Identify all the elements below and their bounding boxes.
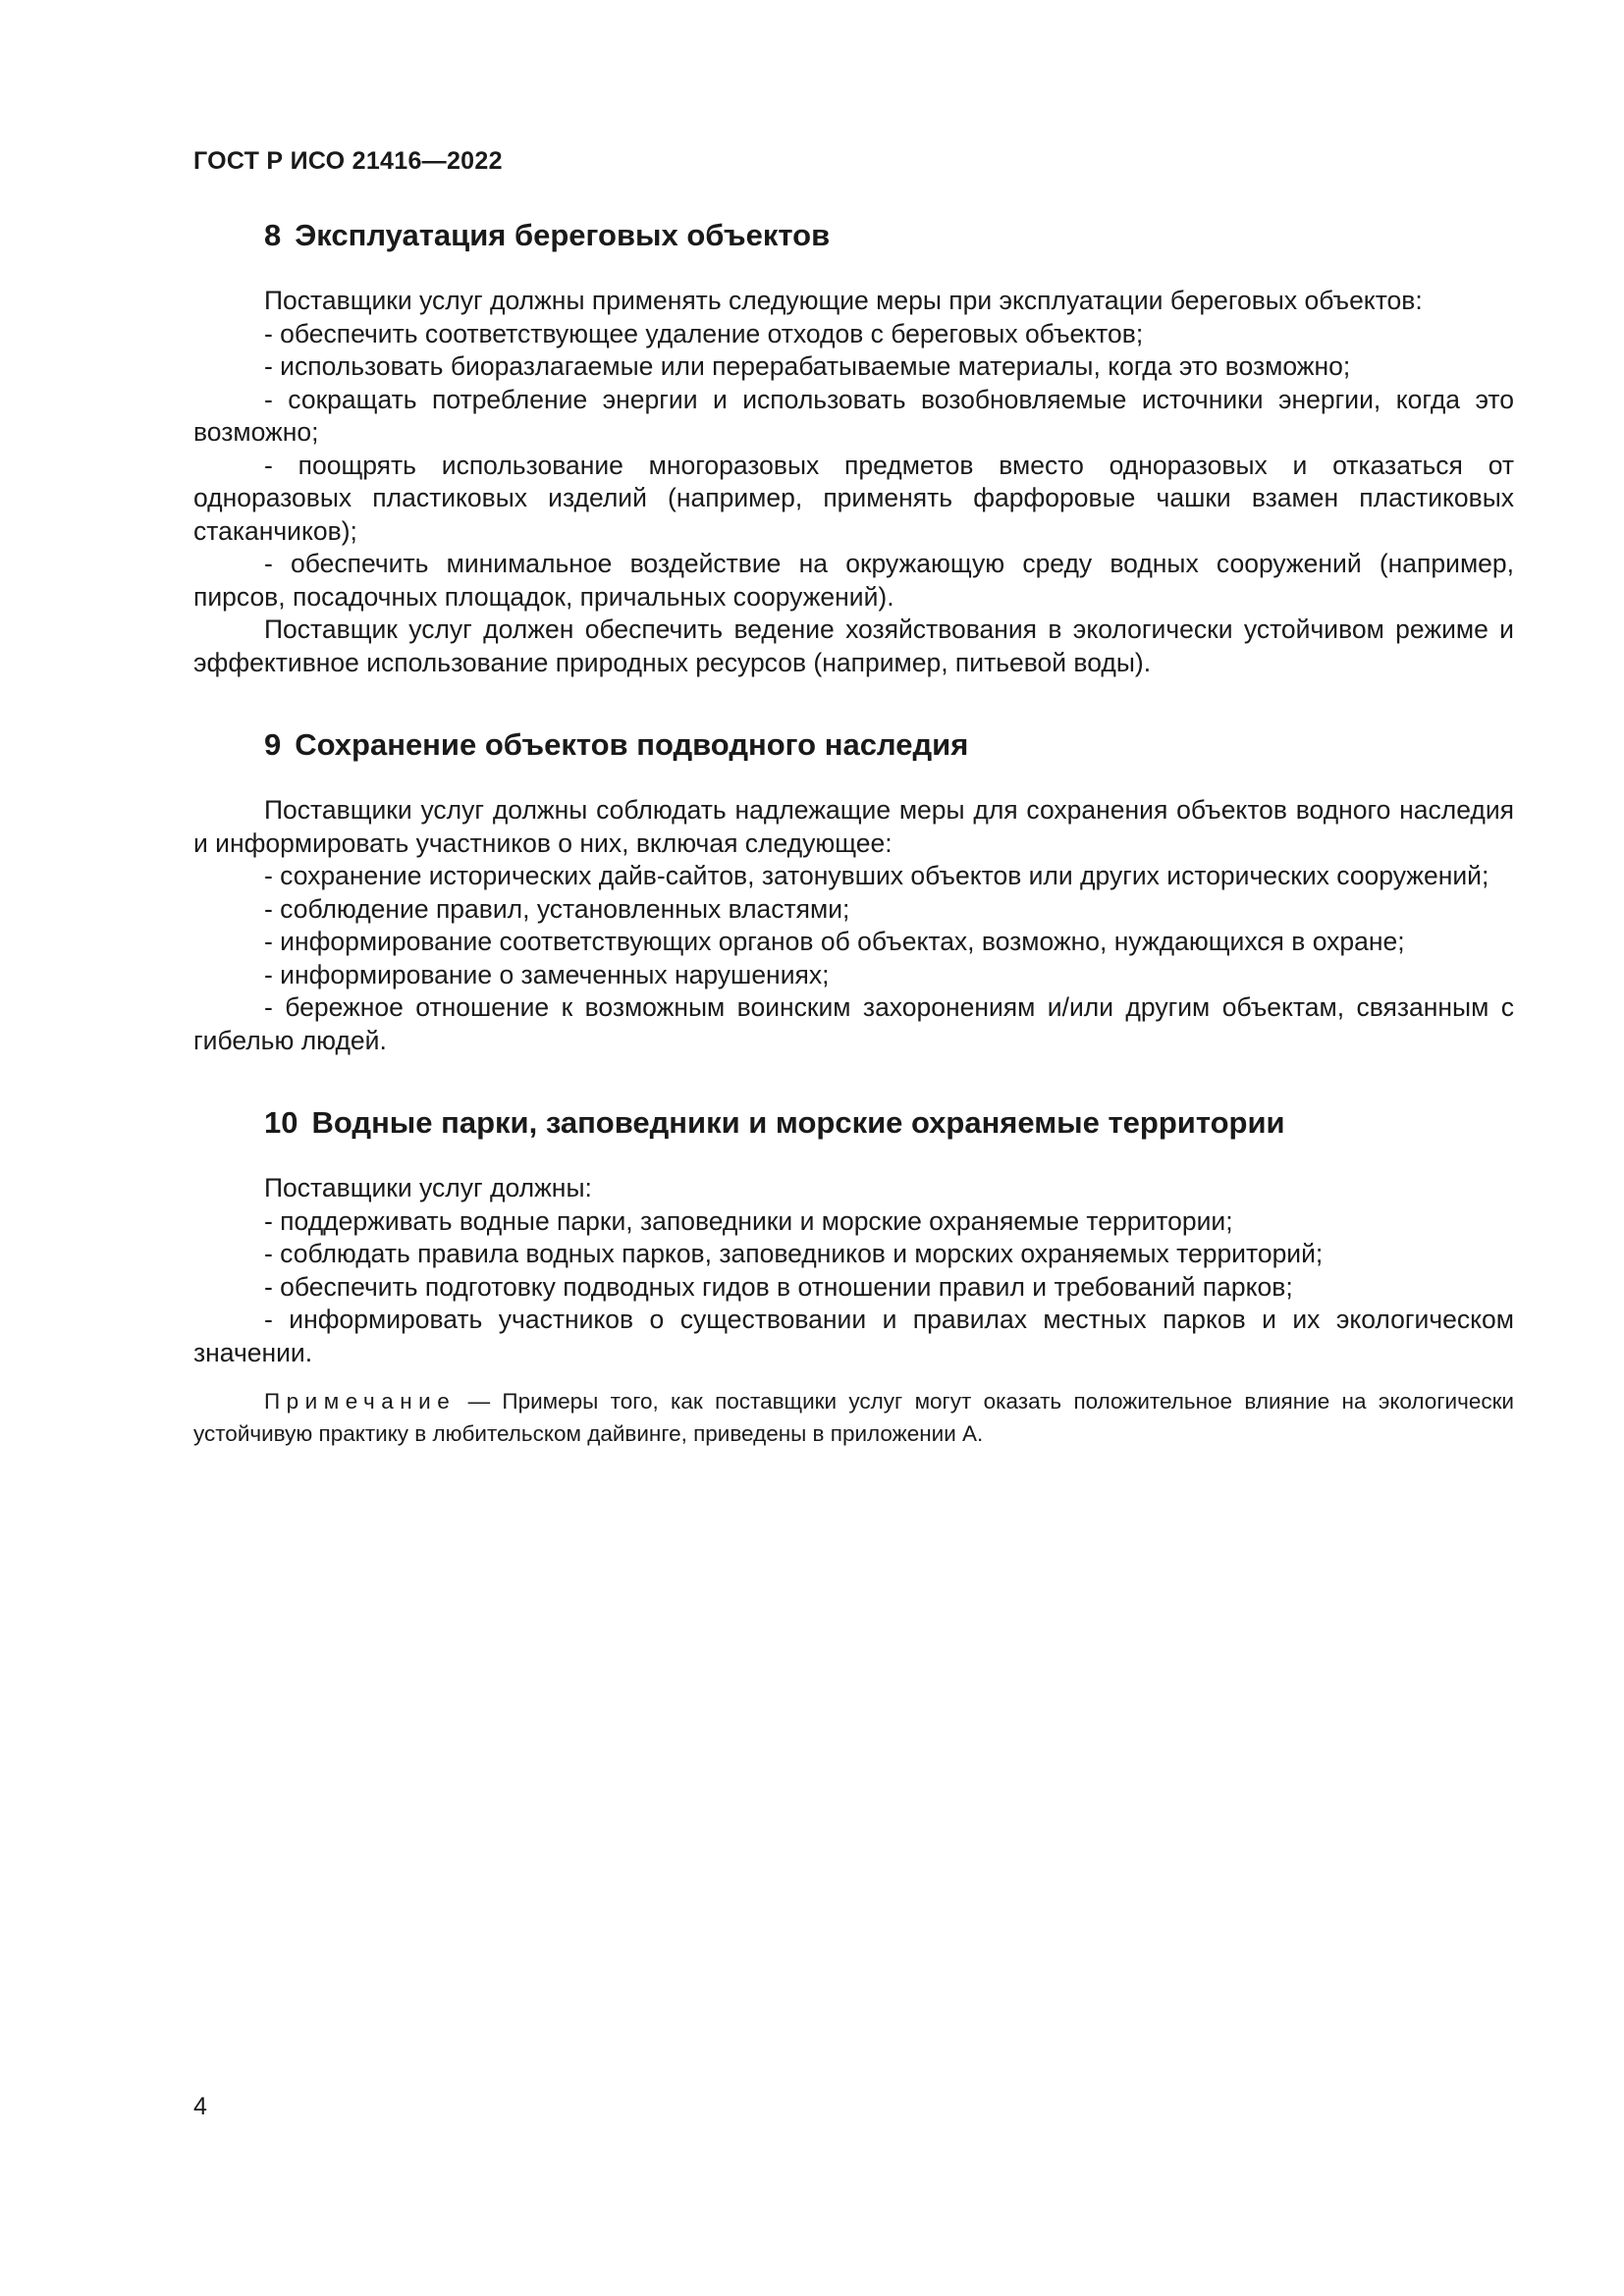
section-number: 8 — [264, 218, 282, 252]
section-heading — [193, 216, 1514, 255]
paragraph: Поставщики услуг должны применять следующие меры при эксплуатации береговых объектов: — [264, 286, 1423, 315]
paragraph: Поставщики услуг должны соблюдать надлежащие меры для сохранения объектов водного наследия и информировать участников о них, включая следующее: — [193, 795, 1514, 858]
list-item: - использовать биоразлагаемые или перерабатываемые материалы, когда это возможно; — [264, 351, 1351, 381]
section-body — [193, 794, 1514, 1057]
paragraph: Поставщик услуг должен обеспечить ведение хозяйствования в экологически устойчивом режиме и эффективное использование природных ресурсов (например, питьевой воды). — [193, 614, 1514, 677]
list-item: - сохранение исторических дайв-сайтов, затонувших объектов или других исторических сооружений; — [264, 861, 1489, 890]
list-item: - обеспечить подготовку подводных гидов в отношении правил и требований парков; — [264, 1271, 1293, 1302]
list-item: - поддерживать водные парки, заповедники и морские охраняемые территории; — [264, 1205, 1233, 1236]
section-number: 10 — [264, 1105, 298, 1140]
list-item: - поощрять использование многоразовых предметов вместо одноразовых и отказаться от одноразовых пластиковых изделий (например, применять фарфоровые чашки взамен пластиковых стаканчиков); — [193, 450, 1514, 546]
list-item: - соблюдать правила водных парков, заповедников и морских охраняемых территорий; — [264, 1239, 1324, 1268]
page-content — [193, 216, 1514, 1450]
section-body — [193, 285, 1514, 679]
list-item: - обеспечить минимальное воздействие на окружающую среду водных сооружений (например, пирсов, посадочных площадок, причальных сооружений). — [193, 549, 1514, 612]
section-title: Водные парки, заповедники и морские охраняемые территории — [311, 1105, 1285, 1140]
list-item: - соблюдение правил, установленных властями; — [264, 893, 850, 924]
list-item: - информирование соответствующих органов об объектах, возможно, нуждающихся в охране; — [264, 927, 1405, 956]
list-item: - обеспечить соответствующее удаление отходов с береговых объектов; — [264, 318, 1144, 348]
section-title: Сохранение объектов подводного наследия — [295, 727, 969, 762]
section-heading — [193, 1103, 1514, 1143]
list-item: - информирование о замеченных нарушениях; — [264, 959, 830, 989]
section-heading — [193, 725, 1514, 765]
section-number: 9 — [264, 727, 282, 762]
note-text: — Примеры того, как поставщики услуг могут оказать положительное влияние на экологически устойчивую практику в любительском дайвинге, приведены в приложении А. — [193, 1389, 1514, 1446]
list-item: - бережное отношение к возможным воинским захоронениям и/или другим объектам, связанным с гибелью людей. — [193, 992, 1514, 1055]
page-number: 4 — [193, 2093, 207, 2120]
paragraph: Поставщики услуг должны: — [264, 1173, 592, 1202]
section-body — [193, 1172, 1514, 1450]
note-label: Примечание — [264, 1389, 457, 1414]
section-8 — [193, 216, 1514, 679]
section-title: Эксплуатация береговых объектов — [295, 218, 831, 252]
list-item: - информировать участников о существовании и правилах местных парков и их экологическом значении. — [193, 1305, 1514, 1367]
note — [193, 1385, 1514, 1450]
section-9 — [193, 725, 1514, 1057]
standard-header: ГОСТ Р ИСО 21416—2022 — [193, 147, 503, 175]
list-item: - сокращать потребление энергии и использовать возобновляемые источники энергии, когда это возможно; — [193, 384, 1514, 447]
section-10 — [193, 1103, 1514, 1450]
